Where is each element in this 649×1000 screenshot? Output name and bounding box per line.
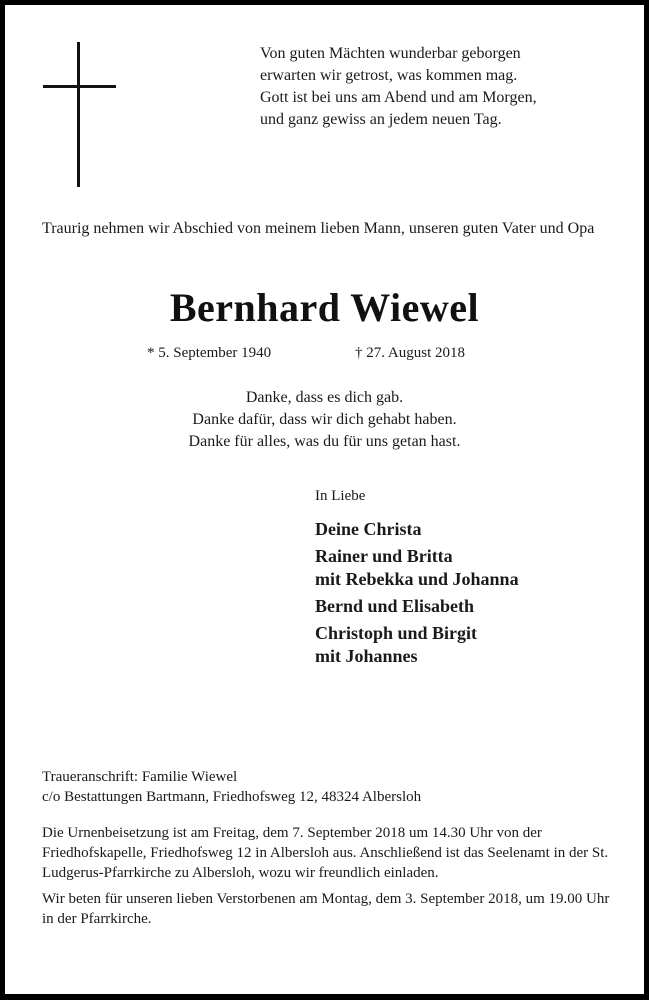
obituary-notice <box>5 5 644 994</box>
poem-line: Gott ist bei uns am Abend und am Morgen, <box>260 89 537 106</box>
family-group <box>315 545 519 591</box>
mourning-address <box>42 767 421 807</box>
thanks-verse <box>5 387 644 453</box>
signature-intro: In Liebe <box>315 488 366 504</box>
family-member: Rainer und Britta <box>315 546 453 566</box>
service-details <box>42 823 617 935</box>
thanks-line: Danke, dass es dich gab. <box>245 389 404 406</box>
death-date: † 27. August 2018 <box>355 345 466 361</box>
family-member: Christoph und Birgit <box>315 623 478 643</box>
cross-icon-crossbar <box>43 85 116 88</box>
intro-text: Traurig nehmen wir Abschied von meinem lieben Mann, unseren guten Vater und Opa <box>42 220 595 237</box>
family-member: mit Johannes <box>315 646 418 666</box>
family-member: Deine Christa <box>315 519 422 539</box>
family-member: Bernd und Elisabeth <box>315 596 475 616</box>
family-group <box>315 622 519 668</box>
poem <box>260 43 537 131</box>
family-group <box>315 518 519 541</box>
family-member: mit Rebekka und Johanna <box>315 569 519 589</box>
family-signatures <box>315 518 519 672</box>
cross-icon <box>77 42 80 187</box>
birth-date: * 5. September 1940 <box>147 345 272 361</box>
poem-line: erwarten wir getrost, was kommen mag. <box>260 67 518 84</box>
address-line: Traueranschrift: Familie Wiewel <box>42 769 238 785</box>
thanks-line: Danke für alles, was du für uns getan hast. <box>188 433 461 450</box>
burial-info: Die Urnenbeisetzung ist am Freitag, dem 7. September 2018 um 14.30 Uhr von der Friedhofskapelle, Friedhofsweg 12 in Albersloh aus. Anschließend ist das Seelenamt in der St. Ludgerus-Pfarrkirche zu Albersloh, wozu wir freundlich einladen. <box>42 825 609 881</box>
thanks-line: Danke dafür, dass wir dich gehabt haben. <box>192 411 457 428</box>
prayer-info: Wir beten für unseren lieben Verstorbenen am Montag, dem 3. September 2018, um 19.00 Uhr in der Pfarrkirche. <box>42 891 610 927</box>
poem-line: Von guten Mächten wunderbar geborgen <box>260 45 521 62</box>
deceased-name: Bernhard Wiewel <box>169 285 480 330</box>
poem-line: und ganz gewiss an jedem neuen Tag. <box>260 111 502 128</box>
address-line: c/o Bestattungen Bartmann, Friedhofsweg 12, 48324 Albersloh <box>42 789 422 805</box>
family-group <box>315 595 519 618</box>
